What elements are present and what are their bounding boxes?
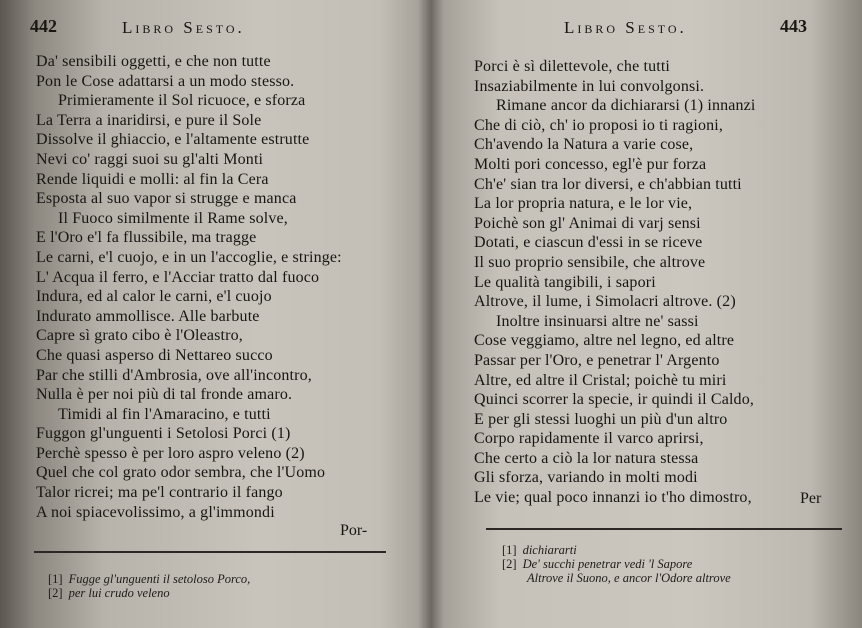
text-line: Dotati, e ciascun d'essi in se riceve [474, 234, 703, 252]
text-line: Par che stilli d'Ambrosia, ove all'incontro, [36, 366, 312, 384]
page-number-left: 442 [30, 16, 57, 36]
footnote-marker: [2] [502, 557, 517, 571]
text-line: Le carni, e'l cuojo, e in un l'accoglie, e stringe: [36, 248, 342, 266]
text-line: Primieramente il Sol ricuoce, e sforza [58, 92, 306, 110]
text-line: Che certo a ciò la lor natura stessa [474, 449, 699, 467]
text-line: Inoltre insinuarsi altre ne' sassi [496, 312, 699, 330]
footnote [48, 572, 250, 586]
text-line: Molti pori concesso, egl'è pur forza [474, 155, 707, 173]
footnote-text: Fugge gl'unguenti il setoloso Porco, [68, 572, 251, 586]
text-line: Nulla è per noi più di tal fronde amaro. [36, 386, 293, 404]
text-line: Dissolve il ghiaccio, e l'altamente estrutte [36, 131, 310, 149]
left-footnotes [48, 572, 250, 600]
text-line: E per gli stessi luoghi un più d'un altro [474, 410, 728, 428]
footnote-rule-right [486, 528, 842, 530]
text-line: Cose veggiamo, altre nel legno, ed altre [474, 332, 735, 350]
text-line: Il Fuoco similmente il Rame solve, [58, 209, 288, 227]
footnote [48, 586, 250, 600]
text-line: Nevi co' raggi suoi su gl'alti Monti [36, 150, 264, 168]
text-line: A noi spiacevolissimo, a gl'immondi [36, 503, 275, 521]
text-line: Porci è sì dilettevole, che tutti [474, 58, 671, 75]
text-line: Che di ciò, ch' io proposi io ti ragioni, [474, 116, 724, 134]
footnote-continuation: Altrove il Suono, e ancor l'Odore altrove [527, 571, 731, 585]
text-line: Timidi al fin l'Amaracino, e tutti [58, 405, 271, 423]
text-line: Fuggon gl'unguenti i Setolosi Porci (1) [36, 425, 291, 443]
text-line: Da' sensibili oggetti, e che non tutte [36, 53, 271, 70]
text-line: Le qualità tangibili, i sapori [474, 273, 656, 291]
running-head-left: Libro Sesto. [122, 18, 245, 37]
text-line: Gli sforza, variando in molti modi [474, 469, 698, 487]
text-line: Altrove, il lume, i Simolacri altrove. (2) [474, 293, 736, 311]
text-line: Il suo proprio sensibile, che altrove [474, 253, 706, 271]
text-line: Rende liquidi e molli: al fin la Cera [36, 170, 269, 188]
footnote-marker: [2] [48, 586, 63, 600]
text-line: L' Acqua il ferro, e l'Acciar tratto dal fuoco [36, 268, 320, 286]
footnote-marker: [1] [502, 543, 517, 557]
left-page [0, 0, 428, 628]
text-line: Poichè son gl' Animai di varj sensi [474, 214, 701, 232]
footnote-text: per lui crudo veleno [68, 586, 170, 600]
text-line: Le vie; qual poco innanzi io t'ho dimostro, [474, 489, 752, 507]
text-line: Quel che col grato odor sembra, che l'Uomo [36, 464, 326, 482]
catchword-left: Por- [340, 522, 368, 539]
right-text-block [474, 57, 756, 508]
footnote-marker: [1] [48, 572, 63, 586]
text-line: Ch'avendo la Natura a varie cose, [474, 136, 694, 154]
text-line: La Terra a inaridirsi, e pure il Sole [36, 111, 262, 129]
right-footnotes [502, 543, 731, 585]
text-line: E l'Oro e'l fa flussibile, ma tragge [36, 229, 257, 247]
running-head-right: Libro Sesto. [564, 18, 687, 37]
text-line: Corpo rapidamente il varco aprirsi, [474, 430, 704, 448]
footnote-text: dichiararti [522, 543, 577, 557]
text-line: Indura, ed al calor le carni, e'l cuojo [36, 288, 272, 306]
text-line: La lor propria natura, e le lor vie, [474, 195, 693, 213]
text-line: Capre sì grato cibo è l'Oleastro, [36, 327, 243, 345]
text-line: Passar per l'Oro, e penetrar l' Argento [474, 351, 720, 369]
text-line: Pon le Cose adattarsi a un modo stesso. [36, 72, 295, 90]
text-line: Insaziabilmente in lui convolgonsi. [474, 77, 705, 95]
footnote [502, 557, 731, 571]
page-number-right: 443 [780, 16, 807, 36]
text-line: Esposta al suo vapor si strugge e manca [36, 190, 297, 208]
text-line: Che quasi asperso di Nettareo succo [36, 346, 273, 364]
text-line: Talor ricrei; ma pe'l contrario il fango [36, 484, 283, 502]
footnote [502, 543, 731, 557]
text-line: Indurato ammollisce. Alle barbute [36, 307, 260, 325]
text-line: Rimane ancor da dichiararsi (1) innanzi [496, 97, 756, 115]
text-line: Quinci scorrer la specie, ir quindi il Caldo, [474, 391, 755, 409]
catchword-right: Per [800, 490, 822, 507]
text-line: Ch'e' sian tra lor diversi, e ch'abbian tutti [474, 175, 742, 193]
footnote-rule-left [34, 551, 386, 553]
text-line: Altre, ed altre il Cristal; poichè tu miri [474, 371, 727, 389]
footnote-text: De' succhi penetrar vedi 'l Sapore [522, 557, 693, 571]
text-line: Perchè spesso è per loro aspro veleno (2) [36, 444, 305, 462]
left-text-block [36, 52, 342, 522]
right-page [434, 0, 862, 628]
